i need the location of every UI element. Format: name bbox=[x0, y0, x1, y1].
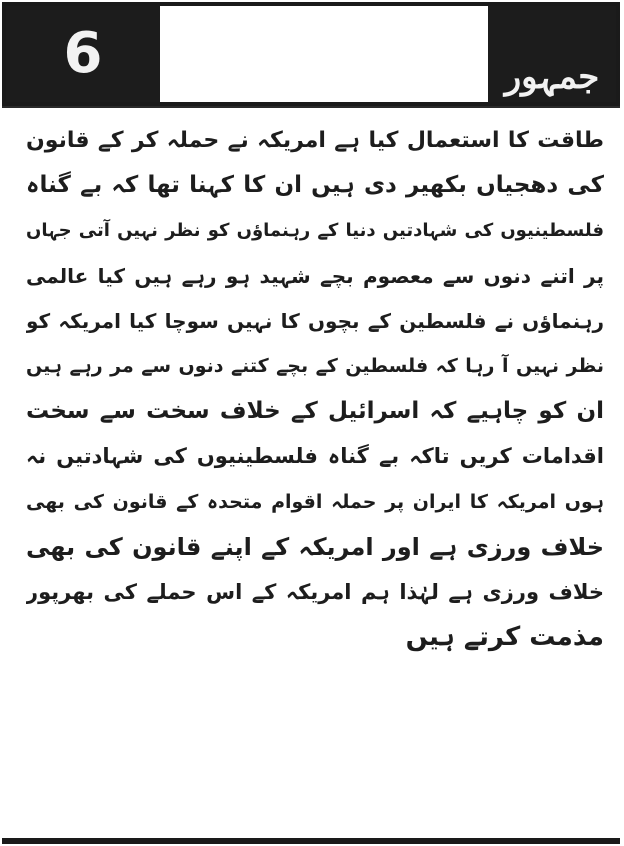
article-line: خلاف ورزی ہے لہٰذا ہم امریکہ کے اس حملے کی بھرپور bbox=[26, 579, 604, 604]
article-line: نظر نہیں آ رہا کہ فلسطین کے بچے کتنے دنوں سے مر رہے ہیں bbox=[26, 354, 604, 377]
article-line: اقدامات کریں تاکہ بے گناہ فلسطینیوں کی شہادتیں نہ bbox=[26, 444, 604, 469]
footer-rule bbox=[2, 838, 620, 844]
article-line: پر اتنے دنوں سے معصوم بچے شہید ہو رہے ہیں کیا عالمی bbox=[26, 263, 604, 288]
masthead-title: جمہور bbox=[504, 57, 600, 97]
article-line: فلسطینیوں کی شہادتیں دنیا کے رہنماؤں کو نظر نہیں آتی جہاں bbox=[26, 220, 604, 242]
article-line: ہوں امریکہ کا ایران پر حملہ اقوام متحدہ کے قانون کی بھی bbox=[26, 490, 604, 513]
header-rule bbox=[2, 106, 620, 108]
article-line: طاقت کا استعمال کیا ہے امریکہ نے حملہ کر کے قانون bbox=[26, 128, 604, 153]
article-line: کی دھجیاں بکھیر دی ہیں ان کا کہنا تھا کہ بے گناہ bbox=[26, 172, 604, 199]
page-header bbox=[2, 2, 620, 106]
page-number-box bbox=[6, 6, 160, 102]
header-blank-area bbox=[160, 6, 488, 102]
article-line: ان کو چاہیے کہ اسرائیل کے خلاف سخت سے سخت bbox=[26, 398, 604, 425]
article-line: خلاف ورزی ہے اور امریکہ کے اپنے قانون کی بھی bbox=[26, 532, 604, 561]
article-line: رہنماؤں نے فلسطین کے بچوں کا نہیں سوچا کیا امریکہ کو bbox=[26, 308, 604, 333]
article-body bbox=[26, 118, 604, 660]
masthead-box bbox=[488, 6, 616, 102]
article-line: مذمت کرتے ہیں bbox=[405, 622, 604, 653]
page-number: 6 bbox=[63, 21, 103, 86]
